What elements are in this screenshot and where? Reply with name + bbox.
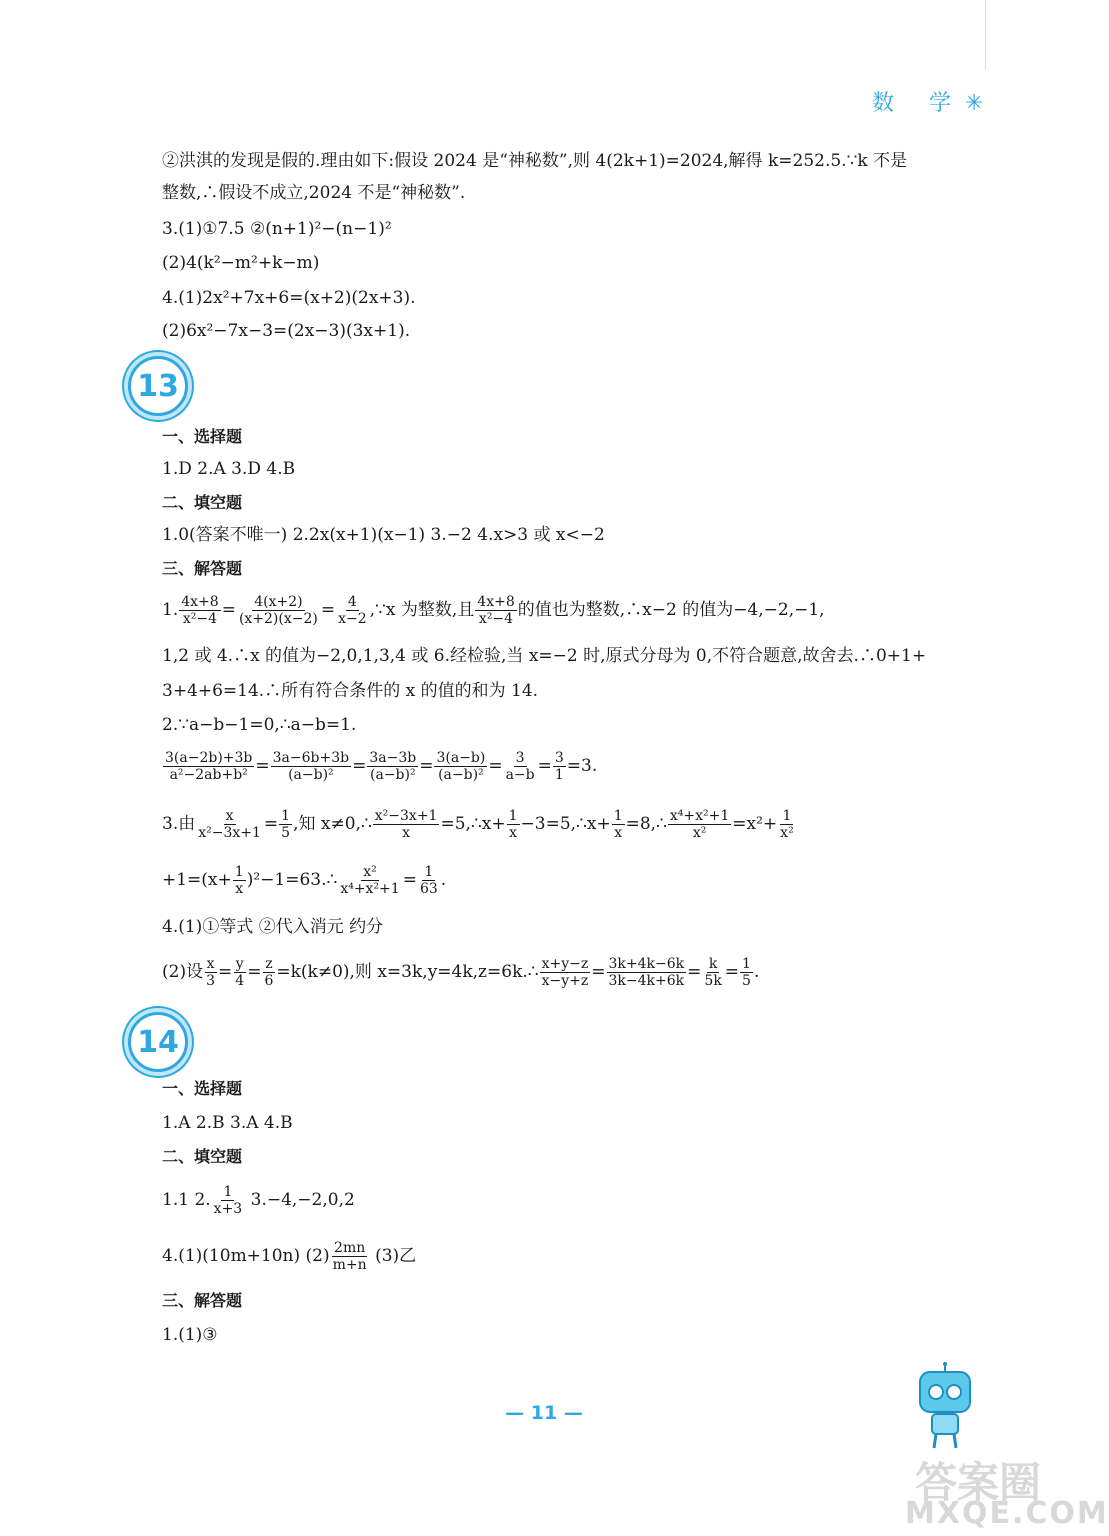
section-13-badge: 13 [128, 356, 188, 416]
s13-q2-line1: 2.∵a−b−1=0,∴a−b=1. [162, 715, 357, 735]
fraction: $\frac{\text{x²}}{\text{x⁴+x²+1}}$ [340, 864, 400, 897]
s13-q3-line1: 3.由 $\frac{x}{\text{x²−3x+1}}$ = $\frac{1}{5}$ ,知 x≠0,∴ $\frac{\text{x²−3x+1}}{x}$ =5,∴x+ $\frac{1}{x}$ −3=5,∴x+ $\frac{1}{x}$ =8,∴ $\frac{\text{x⁴+x²+1}}{\text{x²}}$ =x²+ $\frac{1}{\text{x²}}$ [162, 808, 794, 841]
header-rule [985, 0, 986, 70]
fraction: $\frac{x+y-z}{x-y+z}$ [541, 956, 589, 989]
fraction: $\frac{3a-3b}{\text{(a−b)²}}$ [369, 750, 417, 783]
subject-text: 数 学 [872, 91, 965, 116]
fraction: $\frac{3}{1}$ [554, 750, 564, 783]
fraction: $\frac{3a-6b+3b}{\text{(a−b)²}}$ [272, 750, 350, 783]
fraction: $\frac{3k+4k-6k}{3k-4k+6k}$ [608, 956, 685, 989]
fraction: $\frac{3(a-2b)+3b}{\text{a²−2ab+b²}}$ [165, 750, 253, 783]
fraction: $\frac{k}{5k}$ [704, 956, 722, 989]
watermark-logo: 答案圈 [915, 1458, 1042, 1507]
fraction: $\frac{\text{x⁴+x²+1}}{\text{x²}}$ [669, 808, 730, 841]
s13-q3-line2: +1=(x+ $\frac{1}{x}$ )²−1=63.∴ $\frac{\text{x²}}{\text{x⁴+x²+1}}$ = $\frac{1}{63}$ . [162, 864, 447, 897]
top-line-5: 4.(1)2x²+7x+6=(x+2)(2x+3). [162, 288, 416, 308]
s13-choice-answers: 1.D 2.A 3.D 4.B [162, 459, 296, 479]
s13-q4-line2: (2)设 $\frac{x}{3}$ = $\frac{y}{4}$ = $\frac{z}{6}$ =k(k≠0),则 x=3k,y=4k,z=6k.∴ $\frac{x+y-z}{x-y+z}$ = $\frac{3k+4k-6k}{3k-4k+6k}$ = $\frac{k}{5k}$ = $\frac{1}{5}$ . [162, 956, 760, 989]
q-number: 1. [162, 600, 179, 620]
s14-fill-answers-2: 4.(1)(10m+10n) (2) $\frac{2mn}{m+n}$ (3)乙 [162, 1240, 417, 1273]
top-line-4: (2)4(k²−m²+k−m) [162, 253, 320, 273]
s14-solve-answer-1: 1.(1)③ [162, 1325, 218, 1345]
fraction: $\frac{1}{\text{x²}}$ [780, 808, 794, 841]
fraction: $\frac{x}{\text{x²−3x+1}}$ [198, 808, 261, 841]
header-subject [872, 86, 983, 117]
s14-choice-answers: 1.A 2.B 3.A 4.B [162, 1113, 293, 1133]
fraction: $\frac{4}{x-2}$ [338, 594, 367, 627]
fraction: $\frac{3}{a-b}$ [505, 750, 535, 783]
fraction: $\frac{1}{5}$ [281, 808, 291, 841]
watermark-url: MXQE.COM [905, 1496, 1109, 1531]
s13-heading-solve: 三、解答题 [162, 559, 243, 578]
s14-heading-solve: 三、解答题 [162, 1291, 243, 1310]
top-line-2: 整数,∴假设不成立,2024 不是“神秘数”. [162, 183, 466, 203]
page-number: — 11 — [505, 1402, 583, 1424]
s14-heading-fill: 二、填空题 [162, 1147, 243, 1166]
fraction: $\frac{1}{5}$ [742, 956, 751, 989]
top-line-6: (2)6x²−7x−3=(2x−3)(3x+1). [162, 321, 411, 341]
fraction: $\frac{4(x+2)}{(x+2)(x-2)}$ [238, 594, 318, 627]
fraction: $\frac{2mn}{m+n}$ [332, 1240, 367, 1273]
s13-q4-line1: 4.(1)①等式 ②代入消元 约分 [162, 917, 384, 937]
fraction: $\frac{1}{x+3}$ [213, 1184, 243, 1217]
s14-heading-choice: 一、选择题 [162, 1079, 243, 1098]
s13-heading-choice: 一、选择题 [162, 427, 243, 446]
s13-fill-answers: 1.0(答案不唯一) 2.2x(x+1)(x−1) 3.−2 4.x>3 或 x<−2 [162, 525, 605, 545]
robot-mascot-icon [912, 1362, 978, 1452]
fraction: $\frac{3(a-b)}{\text{(a−b)²}}$ [436, 750, 486, 783]
s13-q2-line2: $\frac{3(a-2b)+3b}{\text{a²−2ab+b²}}$ = $\frac{3a-6b+3b}{\text{(a−b)²}}$ = $\frac{3a-3b}{\text{(a−b)²}}$ = $\frac{3(a-b)}{\text{(a−b)²}}$ = $\frac{3}{a-b}$ = $\frac{3}{1}$ =3. [165, 750, 598, 783]
s13-q1-line2: 1,2 或 4.∴x 的值为−2,0,1,3,4 或 6.经检验,当 x=−2 时,原式分母为 0,不符合题意,故舍去.∴0+1+ [162, 646, 927, 666]
fraction: $\frac{z}{6}$ [264, 956, 274, 989]
fraction: $\frac{y}{4}$ [235, 956, 245, 989]
fraction: $\frac{1}{63}$ [419, 864, 438, 897]
s13-heading-fill: 二、填空题 [162, 493, 243, 512]
section-14-badge: 14 [128, 1012, 188, 1072]
s13-q1-line3: 3+4+6=14.∴所有符合条件的 x 的值的和为 14. [162, 681, 539, 701]
fraction: $\frac{1}{x}$ [613, 808, 623, 841]
fraction: $\frac{4x+8}{\text{x²−4}}$ [181, 594, 219, 627]
top-line-3: 3.(1)①7.5 ②(n+1)²−(n−1)² [162, 219, 392, 239]
s13-q1-line1: 1. $\frac{4x+8}{\text{x²−4}}$ = $\frac{4(x+2)}{(x+2)(x-2)}$ = $\frac{4}{x-2}$ ,∵x 为整数,且 $\frac{4x+8}{\text{x²−4}}$ 的值也为整数,∴x−2 的值为−4,−2,−1, [162, 594, 825, 627]
s14-fill-answers-1: 1.1 2. $\frac{1}{x+3}$ 3.−4,−2,0,2 [162, 1184, 355, 1217]
fraction: $\frac{\text{x²−3x+1}}{x}$ [374, 808, 438, 841]
fraction: $\frac{1}{x}$ [508, 808, 518, 841]
fraction: $\frac{4x+8}{\text{x²−4}}$ [477, 594, 515, 627]
top-line-1: ②洪淇的发现是假的.理由如下:假设 2024 是“神秘数”,则 4(2k+1)=2024,解得 k=252.5.∵k 不是 [162, 151, 908, 171]
fraction: $\frac{x}{3}$ [206, 956, 216, 989]
snowflake-icon: ✳ [965, 91, 984, 116]
fraction: $\frac{1}{x}$ [234, 864, 244, 897]
